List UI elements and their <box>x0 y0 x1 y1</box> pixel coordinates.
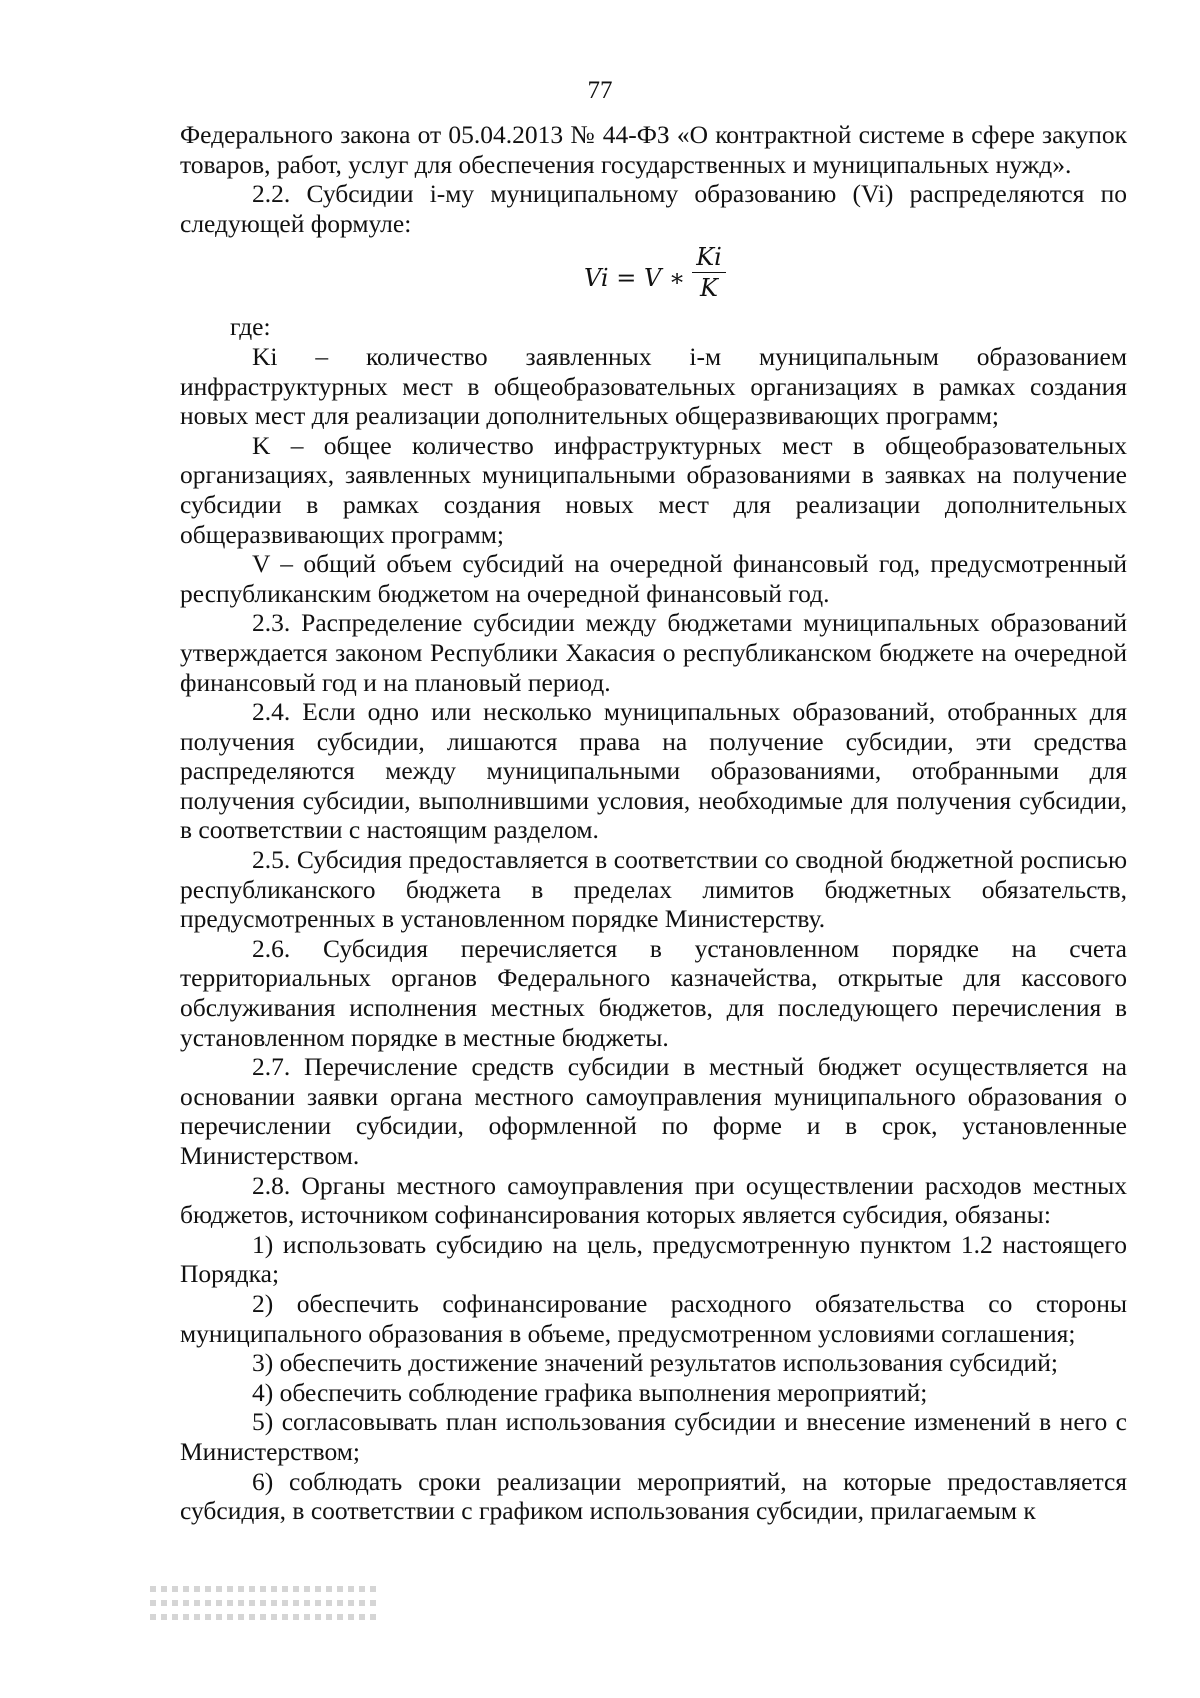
formula-fraction <box>692 242 726 303</box>
stamp-line <box>150 1600 380 1606</box>
obligation-3: 3) обеспечить достижение значений результатов использования субсидий; <box>252 1348 1058 1378</box>
obligation-6: 6) соблюдать сроки реализации мероприятий, на которые предоставляется субсидия, в соответствии с графиком использования субсидии, прилагаемым к <box>180 1466 1127 1526</box>
obligation-1: 1) использовать субсидию на цель, предусмотренную пунктом 1.2 настоящего Порядка; <box>180 1229 1127 1289</box>
formula-denominator: K <box>700 274 718 303</box>
stamp-line <box>150 1614 380 1620</box>
stamp-line <box>150 1586 380 1592</box>
formula-numerator: Ki <box>692 242 726 273</box>
clause-2-6: 2.6. Субсидия перечисляется в установленном порядке на счета территориальных органов Федерального казначейства, открытые для кассового обслуживания исполнения местных бюджетов, для последующего перечисления в установленном порядке в местные бюджеты. <box>180 933 1127 1052</box>
distribution-formula <box>180 242 1127 308</box>
clause-2-3: 2.3. Распределение субсидии между бюджетами муниципальных образований утверждается законом Республики Хакасия о республиканском бюджете на очередной финансовый год и на плановый период. <box>180 608 1127 697</box>
document-body <box>180 120 1127 1526</box>
paragraph-continuation: Федерального закона от 05.04.2013 № 44-ФЗ «О контрактной системе в сфере закупок товаров, работ, услуг для обеспечения государственных и муниципальных нужд». <box>180 120 1127 179</box>
definition-v: V – общий объем субсидий на очередной финансовый год, предусмотренный республиканским бюджетом на очередной финансовый год. <box>180 549 1127 608</box>
obligation-5: 5) согласовывать план использования субсидии и внесение изменений в него с Министерством; <box>180 1407 1127 1466</box>
clause-2-4: 2.4. Если одно или несколько муниципальных образований, отобранных для получения субсидии, лишаются права на получение субсидии, эти средства распределяются между муниципальными образованиями, отобранными для получения субсидии, выполнившими условия, необходимые для получения субсидии, в соответствии с настоящим разделом. <box>180 697 1127 845</box>
clause-2-2: 2.2. Субсидии i-му муниципальному образованию (Vi) распределяются по следующей формуле: <box>180 179 1127 238</box>
obligation-4: 4) обеспечить соблюдение графика выполнения мероприятий; <box>252 1377 928 1407</box>
where-label: где: <box>230 312 271 342</box>
definition-k: K – общее количество инфраструктурных мест в общеобразовательных организациях, заявленных муниципальными образованиями в заявках на получение субсидии в рамках создания новых мест для реализации дополнительных общеразвивающих программ; <box>180 430 1127 549</box>
obligation-2: 2) обеспечить софинансирование расходного обязательства со стороны муниципального образования в объеме, предусмотренном условиями соглашения; <box>180 1288 1127 1348</box>
page-number: 77 <box>587 77 613 104</box>
formula-lhs: Vi = V ∗ <box>584 264 686 293</box>
clause-2-7: 2.7. Перечисление средств субсидии в местный бюджет осуществляется на основании заявки органа местного самоуправления муниципального образования о перечислении субсидии, оформленной по форме и в срок, установленные Министерством. <box>180 1052 1127 1170</box>
clause-2-8: 2.8. Органы местного самоуправления при осуществлении расходов местных бюджетов, источником софинансирования которых является субсидия, обязаны: <box>180 1170 1127 1230</box>
clause-2-5: 2.5. Субсидия предоставляется в соответствии со сводной бюджетной росписью республиканского бюджета в пределах лимитов бюджетных обязательств, предусмотренных в установленном порядке Министерству. <box>180 845 1127 934</box>
definition-ki: Ki – количество заявленных i-м муниципальным образованием инфраструктурных мест в общеобразовательных организациях в рамках создания новых мест для реализации дополнительных общеразвивающих программ; <box>180 341 1127 431</box>
faded-stamp-mark <box>150 1578 380 1668</box>
